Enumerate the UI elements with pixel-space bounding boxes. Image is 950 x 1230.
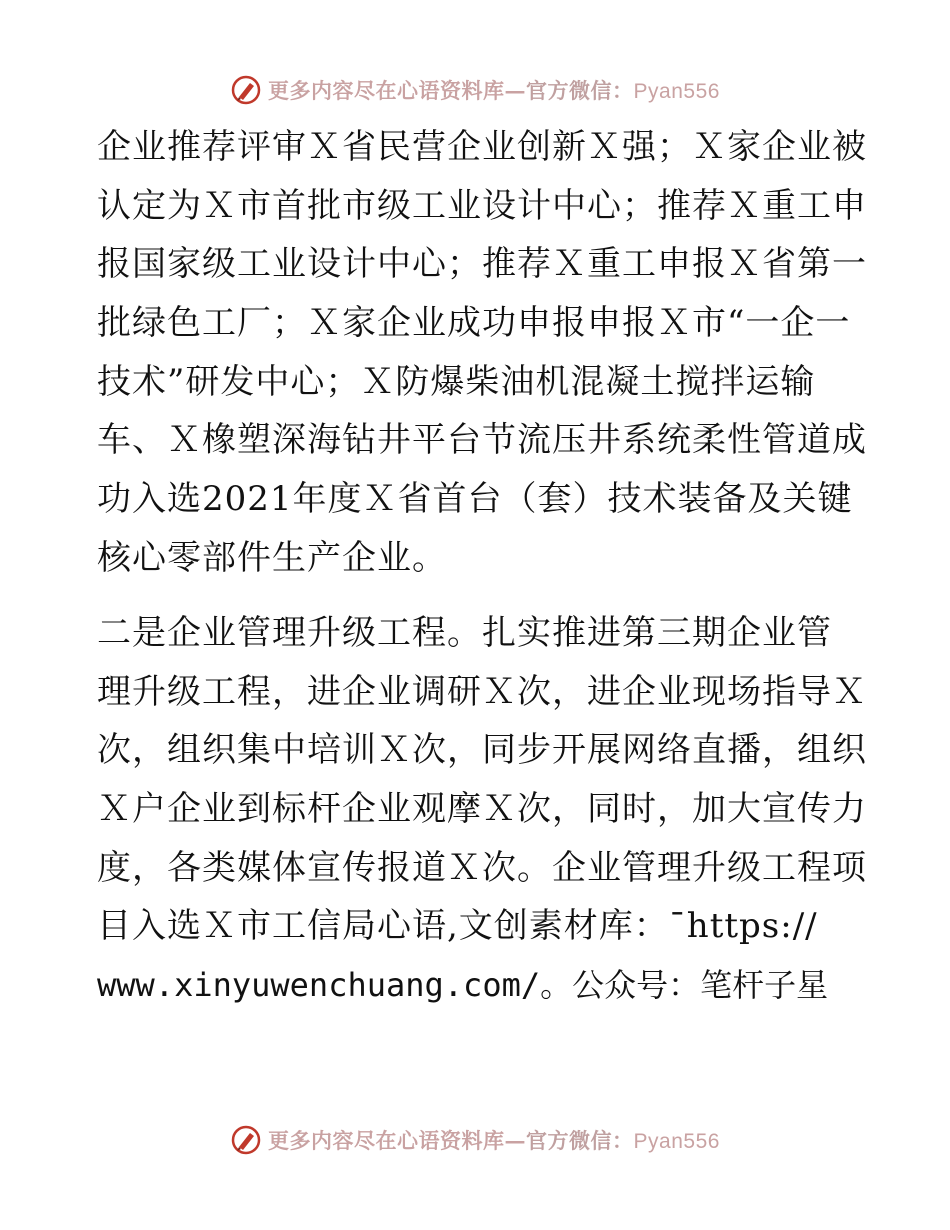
text-line: 技术”研发中心；Ｘ防爆柴油机混凝土搅拌运输	[97, 361, 816, 402]
watermark-main: 更多内容尽在心语资料库	[268, 78, 505, 103]
watermark-dash: —	[504, 78, 527, 103]
paragraph-1	[97, 118, 867, 588]
text-line: 批绿色工厂；Ｘ家企业成功申报申报Ｘ市“一企一	[97, 303, 851, 344]
paragraph-2	[97, 604, 867, 1015]
text-line-url: www.xinyuwenchuang.com/。公众号：笔杆子星	[97, 966, 829, 1005]
text-line: 二是企业管理升级工程。扎实推进第三期企业管	[97, 613, 832, 653]
text-line: 目入选Ｘ市工信局心语,文创素材库：¯https://	[97, 906, 818, 947]
text-line: 理升级工程，进企业调研Ｘ次，进企业现场指导Ｘ	[97, 671, 867, 712]
watermark-text	[268, 75, 720, 105]
watermark-label: 官方微信：	[526, 78, 634, 103]
text-line: Ｘ户企业到标杆企业观摩Ｘ次，同时，加大宣传力	[97, 789, 867, 830]
pen-logo-icon	[230, 1124, 262, 1156]
text-line: 认定为Ｘ市首批市级工业设计中心；推荐Ｘ重工申	[97, 185, 867, 226]
pen-logo-icon	[230, 74, 262, 106]
watermark-id: Pyan556	[633, 1130, 720, 1153]
text-line: 次，组织集中培训Ｘ次，同步开展网络直播，组织	[97, 730, 867, 771]
text-line: 报国家级工业设计中心；推荐Ｘ重工申报Ｘ省第一	[97, 244, 867, 285]
watermark-id: Pyan556	[633, 80, 720, 103]
text-line: 度，各类媒体宣传报道Ｘ次。企业管理升级工程项	[97, 847, 867, 888]
text-line: 功入选2021年度Ｘ省首台（套）技术装备及关键	[97, 479, 853, 520]
watermark-main: 更多内容尽在心语资料库	[268, 1128, 505, 1153]
text-line: 车、Ｘ橡塑深海钻井平台节流压井系统柔性管道成	[97, 420, 867, 461]
watermark-dash: —	[504, 1128, 527, 1153]
text-line: 企业推荐评审Ｘ省民营企业创新Ｘ强；Ｘ家企业被	[97, 127, 867, 167]
footer-watermark	[0, 1120, 950, 1160]
watermark-text	[268, 1125, 720, 1155]
header-watermark	[0, 70, 950, 110]
watermark-label: 官方微信：	[526, 1128, 634, 1153]
text-line: 核心零部件生产企业。	[97, 537, 447, 578]
